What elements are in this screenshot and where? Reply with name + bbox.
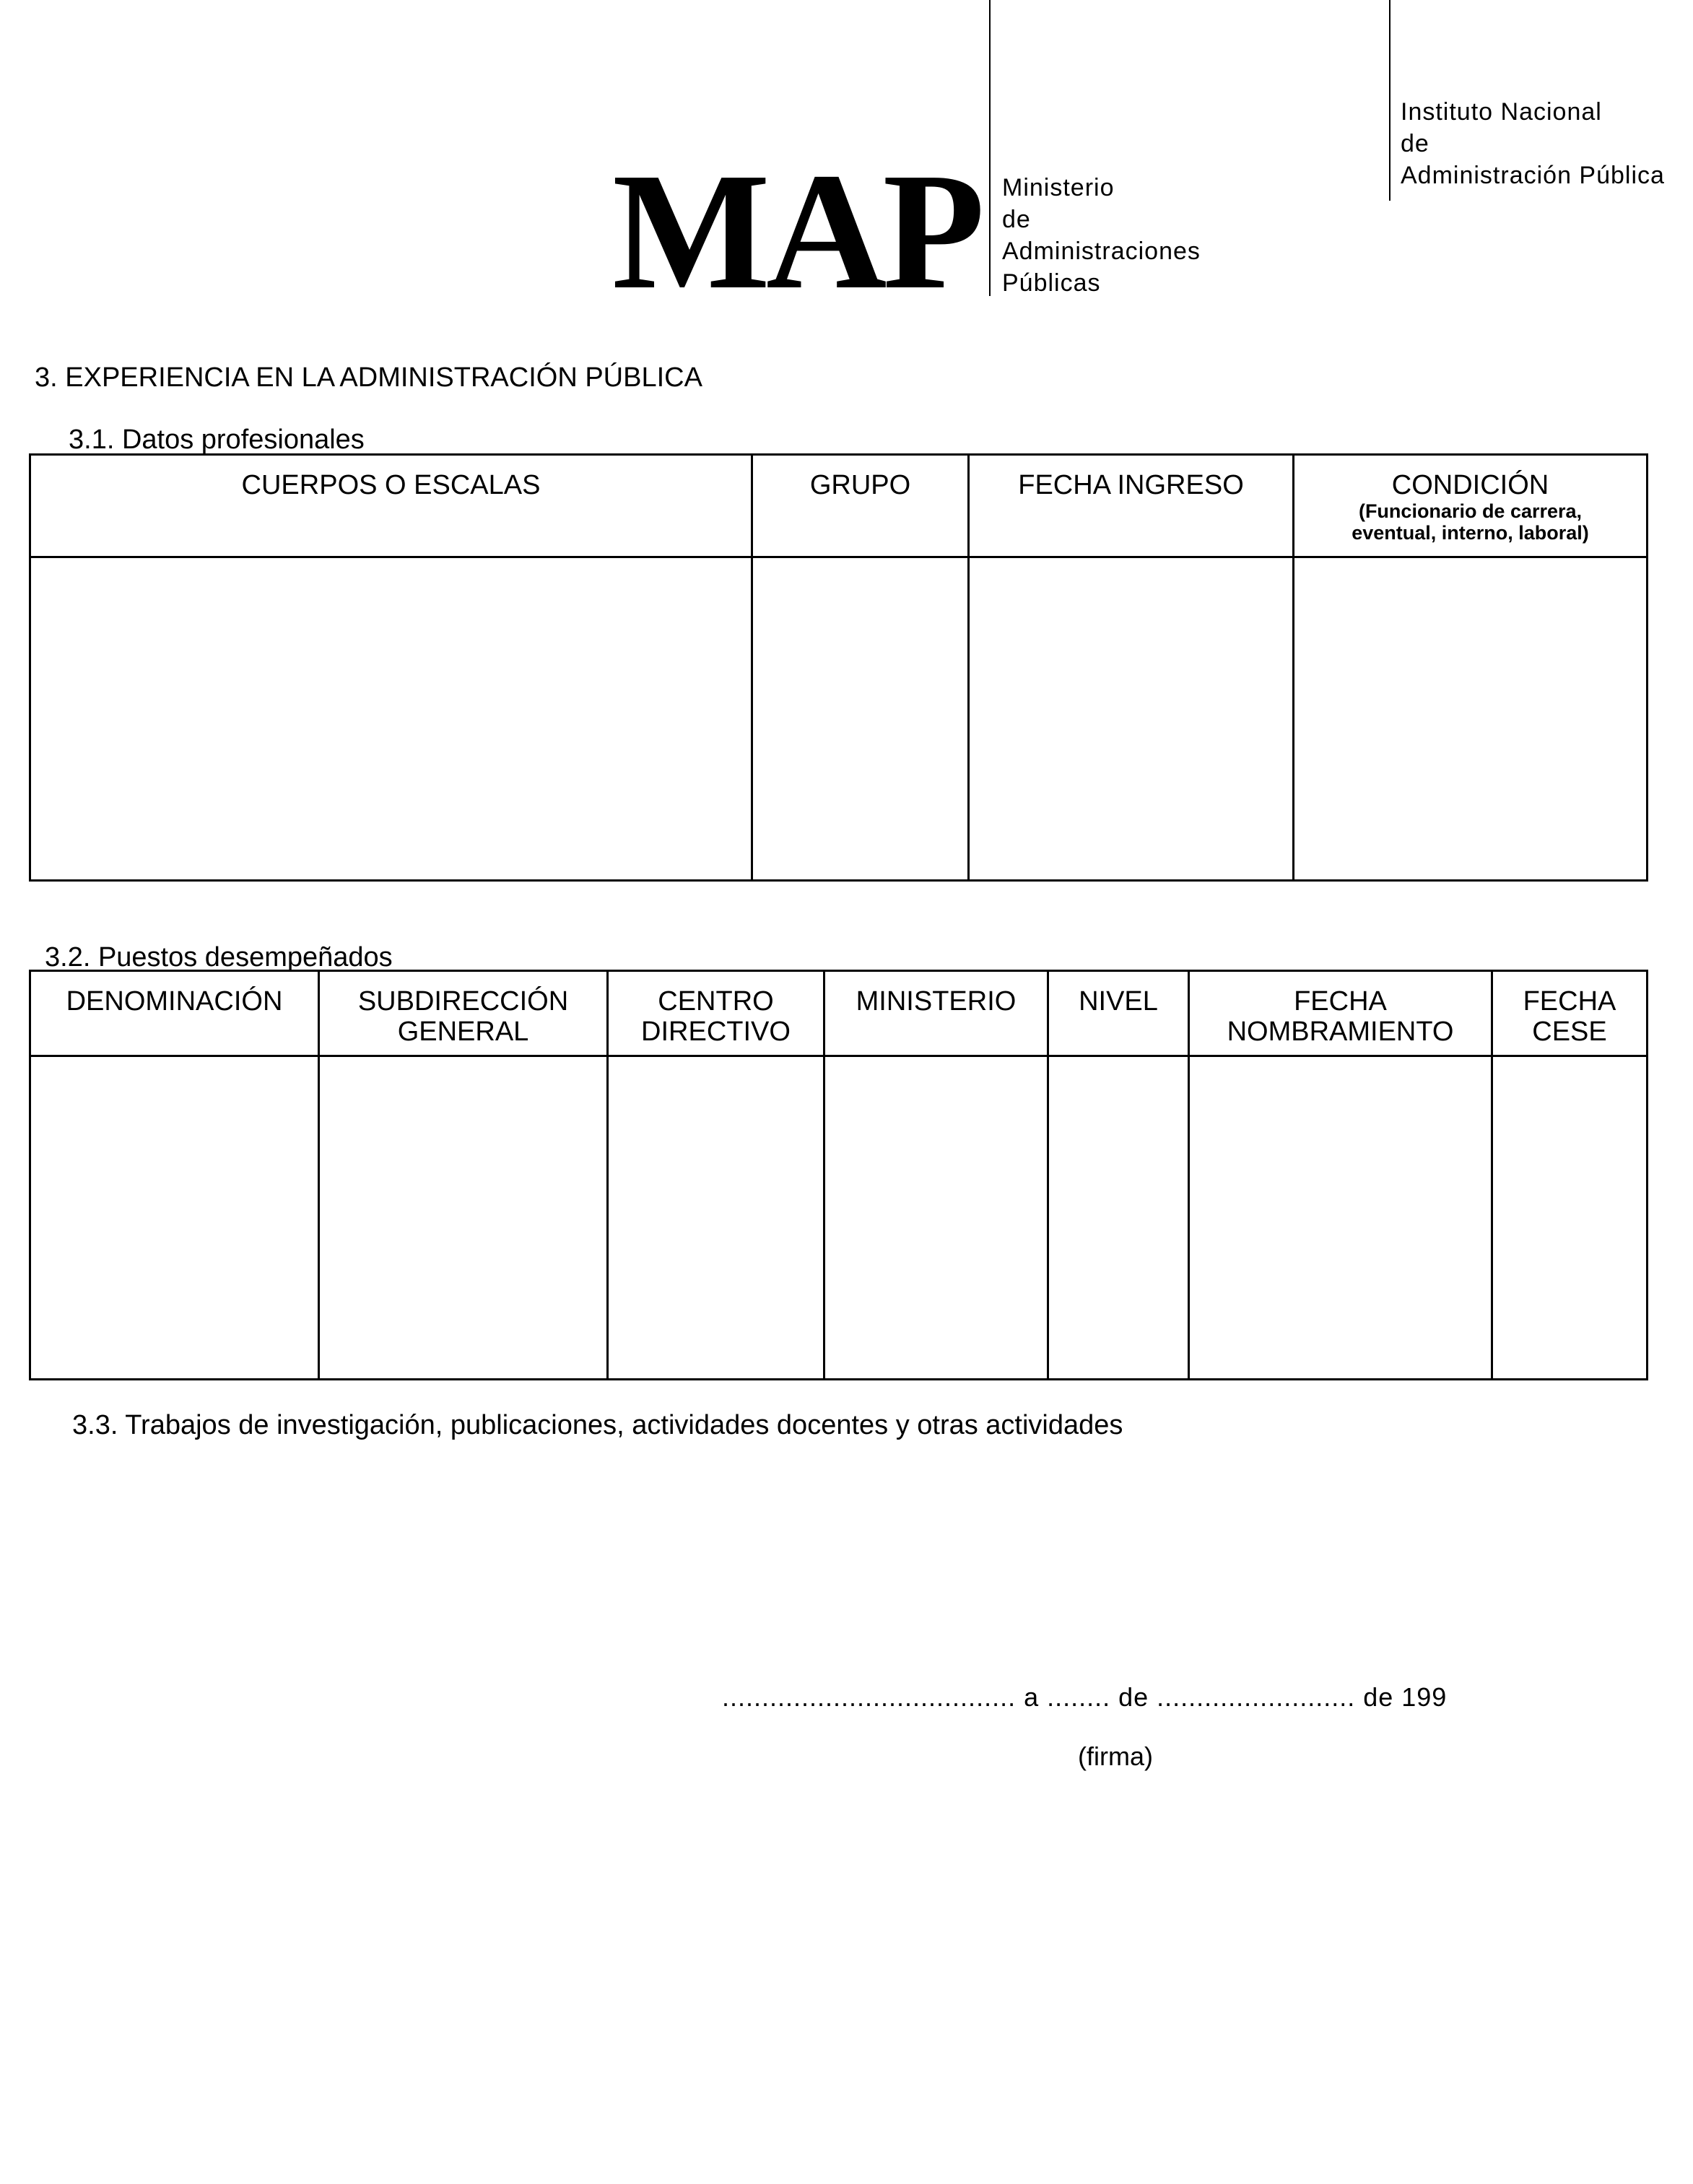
header-centro-directivo: CENTRO DIRECTIVO bbox=[608, 971, 824, 1056]
cell-fecha-nombramiento[interactable] bbox=[1189, 1056, 1492, 1380]
condicion-note: (Funcionario de carrera, bbox=[1358, 500, 1583, 522]
header-subdireccion: SUBDIRECCIÓN GENERAL bbox=[319, 971, 608, 1056]
positions-table bbox=[29, 970, 1648, 1380]
header-fecha-ingreso: FECHA INGRESO bbox=[969, 455, 1294, 557]
letterhead-divider-left bbox=[989, 0, 991, 296]
ministry-line: Administraciones bbox=[1002, 238, 1201, 265]
institute-line: Administración Pública bbox=[1401, 162, 1665, 189]
cell-fecha-cese[interactable] bbox=[1492, 1056, 1648, 1380]
header-fecha-cese: FECHA CESE bbox=[1492, 971, 1648, 1056]
condicion-note: eventual, interno, laboral) bbox=[1352, 522, 1589, 544]
institute-line: Instituto Nacional bbox=[1401, 98, 1602, 126]
section-title: 3. EXPERIENCIA EN LA ADMINISTRACIÓN PÚBLICA bbox=[35, 362, 702, 393]
ministry-line: Públicas bbox=[1002, 269, 1101, 297]
cell-cuerpos[interactable] bbox=[30, 557, 752, 881]
letterhead-divider-right bbox=[1389, 0, 1390, 201]
header-condicion: CONDICIÓN (Funcionario de carrera, eventual, interno, laboral) bbox=[1294, 455, 1648, 557]
header-ministerio: MINISTERIO bbox=[824, 971, 1048, 1056]
header-denominacion: DENOMINACIÓN bbox=[30, 971, 319, 1056]
ministry-line: de bbox=[1002, 206, 1031, 233]
research-title: 3.3. Trabajos de investigación, publicaciones, actividades docentes y otras actividades bbox=[72, 1410, 1123, 1440]
map-logo: MAP bbox=[612, 139, 981, 324]
cell-grupo[interactable] bbox=[752, 557, 969, 881]
institute-name bbox=[1401, 96, 1665, 191]
table-row bbox=[30, 557, 1648, 881]
ministry-line: Ministerio bbox=[1002, 174, 1115, 201]
cell-centro-directivo[interactable] bbox=[608, 1056, 824, 1380]
institute-line: de bbox=[1401, 130, 1429, 157]
table-row bbox=[30, 1056, 1648, 1380]
professional-data-title: 3.1. Datos profesionales bbox=[69, 425, 365, 455]
positions-title: 3.2. Puestos desempeñados bbox=[45, 942, 393, 973]
table-header-row bbox=[30, 971, 1648, 1056]
header-cuerpos: CUERPOS O ESCALAS bbox=[30, 455, 752, 557]
cell-fecha-ingreso[interactable] bbox=[969, 557, 1294, 881]
table-header-row bbox=[30, 455, 1648, 557]
cell-ministerio[interactable] bbox=[824, 1056, 1048, 1380]
cell-condicion[interactable] bbox=[1294, 557, 1648, 881]
header-fecha-nombramiento: FECHA NOMBRAMIENTO bbox=[1189, 971, 1492, 1056]
date-line[interactable]: ..................................... a ........ de ......................... de 199 bbox=[722, 1682, 1448, 1712]
professional-data-table bbox=[29, 453, 1648, 882]
cell-denominacion[interactable] bbox=[30, 1056, 319, 1380]
cell-nivel[interactable] bbox=[1048, 1056, 1189, 1380]
cell-subdireccion[interactable] bbox=[319, 1056, 608, 1380]
ministry-name bbox=[1002, 172, 1201, 299]
header-grupo: GRUPO bbox=[752, 455, 969, 557]
signature-label: (firma) bbox=[1078, 1741, 1153, 1771]
header-nivel: NIVEL bbox=[1048, 971, 1189, 1056]
